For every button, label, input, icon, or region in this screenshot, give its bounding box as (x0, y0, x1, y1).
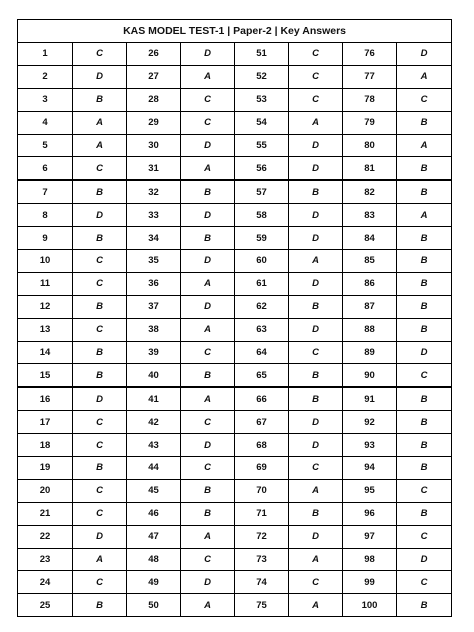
answer-cell: D (181, 295, 235, 318)
question-number-cell: 98 (343, 548, 397, 571)
question-number-cell: 22 (18, 525, 73, 548)
question-number-cell: 8 (18, 204, 73, 227)
table-row (18, 548, 452, 571)
question-number-cell: 26 (127, 43, 181, 66)
question-number-cell: 39 (127, 341, 181, 364)
answer-cell: B (73, 295, 127, 318)
question-number-cell: 100 (343, 594, 397, 617)
answer-cell: D (289, 434, 343, 457)
table-row (18, 502, 452, 525)
question-number-cell: 71 (235, 502, 289, 525)
answer-cell: A (289, 548, 343, 571)
answer-cell: A (397, 65, 452, 88)
question-number-cell: 90 (343, 364, 397, 387)
question-number-cell: 61 (235, 272, 289, 295)
answer-cell: D (289, 525, 343, 548)
answer-cell: D (289, 272, 343, 295)
answer-cell: B (73, 457, 127, 480)
answer-cell: C (289, 457, 343, 480)
table-row (18, 204, 452, 227)
answer-cell: B (181, 502, 235, 525)
question-number-cell: 20 (18, 479, 73, 502)
question-number-cell: 38 (127, 318, 181, 341)
answer-cell: D (289, 318, 343, 341)
answer-cell: A (181, 157, 235, 180)
question-number-cell: 52 (235, 65, 289, 88)
answer-cell: C (397, 479, 452, 502)
answer-cell: A (73, 134, 127, 157)
question-number-cell: 9 (18, 227, 73, 250)
question-number-cell: 57 (235, 180, 289, 203)
question-number-cell: 30 (127, 134, 181, 157)
table-title: KAS MODEL TEST-1 | Paper-2 | Key Answers (18, 20, 452, 43)
question-number-cell: 83 (343, 204, 397, 227)
question-number-cell: 77 (343, 65, 397, 88)
answer-cell: B (397, 387, 452, 410)
table-row (18, 227, 452, 250)
question-number-cell: 10 (18, 250, 73, 273)
question-number-cell: 84 (343, 227, 397, 250)
question-number-cell: 17 (18, 411, 73, 434)
question-number-cell: 73 (235, 548, 289, 571)
table-row (18, 411, 452, 434)
question-number-cell: 43 (127, 434, 181, 457)
table-row (18, 571, 452, 594)
question-number-cell: 12 (18, 295, 73, 318)
answer-cell: A (73, 111, 127, 134)
answer-cell: B (397, 295, 452, 318)
answer-cell: B (397, 180, 452, 203)
answer-cell: D (181, 134, 235, 157)
question-number-cell: 95 (343, 479, 397, 502)
question-number-cell: 6 (18, 157, 73, 180)
question-number-cell: 86 (343, 272, 397, 295)
question-number-cell: 99 (343, 571, 397, 594)
question-number-cell: 31 (127, 157, 181, 180)
answer-cell: D (181, 250, 235, 273)
question-number-cell: 41 (127, 387, 181, 410)
answer-cell: C (73, 479, 127, 502)
question-number-cell: 49 (127, 571, 181, 594)
question-number-cell: 67 (235, 411, 289, 434)
question-number-cell: 18 (18, 434, 73, 457)
answer-cell: B (289, 364, 343, 387)
question-number-cell: 7 (18, 180, 73, 203)
question-number-cell: 76 (343, 43, 397, 66)
answer-cell: B (73, 180, 127, 203)
table-row (18, 111, 452, 134)
question-number-cell: 78 (343, 88, 397, 111)
question-number-cell: 16 (18, 387, 73, 410)
question-number-cell: 60 (235, 250, 289, 273)
table-row (18, 594, 452, 617)
question-number-cell: 5 (18, 134, 73, 157)
answer-cell: D (289, 227, 343, 250)
question-number-cell: 23 (18, 548, 73, 571)
question-number-cell: 55 (235, 134, 289, 157)
question-number-cell: 45 (127, 479, 181, 502)
question-number-cell: 29 (127, 111, 181, 134)
question-number-cell: 42 (127, 411, 181, 434)
table-row (18, 88, 452, 111)
answer-cell: D (181, 204, 235, 227)
answer-cell: B (397, 457, 452, 480)
answer-cell: B (181, 227, 235, 250)
answer-cell: A (181, 525, 235, 548)
question-number-cell: 64 (235, 341, 289, 364)
question-number-cell: 32 (127, 180, 181, 203)
answer-cell: C (397, 364, 452, 387)
table-row (18, 457, 452, 480)
question-number-cell: 51 (235, 43, 289, 66)
answer-cell: B (289, 295, 343, 318)
answer-cell: C (73, 502, 127, 525)
answer-cell: B (397, 250, 452, 273)
answer-cell: C (181, 111, 235, 134)
question-number-cell: 14 (18, 341, 73, 364)
answer-cell: A (181, 387, 235, 410)
answer-cell: C (73, 571, 127, 594)
answer-cell: D (73, 525, 127, 548)
answer-cell: B (397, 111, 452, 134)
answer-cell: B (397, 272, 452, 295)
answer-cell: D (397, 548, 452, 571)
question-number-cell: 28 (127, 88, 181, 111)
question-number-cell: 82 (343, 180, 397, 203)
answer-cell: B (73, 88, 127, 111)
answer-cell: C (397, 571, 452, 594)
question-number-cell: 47 (127, 525, 181, 548)
answer-cell: B (73, 364, 127, 387)
answer-cell: C (73, 411, 127, 434)
answer-cell: C (73, 157, 127, 180)
question-number-cell: 79 (343, 111, 397, 134)
question-number-cell: 68 (235, 434, 289, 457)
question-number-cell: 97 (343, 525, 397, 548)
answer-cell: C (181, 88, 235, 111)
table-row (18, 295, 452, 318)
answer-cell: B (397, 157, 452, 180)
answer-cell: B (73, 341, 127, 364)
table-row (18, 341, 452, 364)
answer-cell: B (289, 502, 343, 525)
question-number-cell: 19 (18, 457, 73, 480)
answer-cell: D (397, 43, 452, 66)
question-number-cell: 24 (18, 571, 73, 594)
question-number-cell: 88 (343, 318, 397, 341)
table-row (18, 479, 452, 502)
answer-cell: B (397, 318, 452, 341)
question-number-cell: 94 (343, 457, 397, 480)
question-number-cell: 50 (127, 594, 181, 617)
question-number-cell: 34 (127, 227, 181, 250)
question-number-cell: 93 (343, 434, 397, 457)
question-number-cell: 27 (127, 65, 181, 88)
table-row (18, 364, 452, 387)
answer-cell: C (289, 65, 343, 88)
question-number-cell: 81 (343, 157, 397, 180)
answer-cell: B (397, 411, 452, 434)
answer-cell: C (73, 318, 127, 341)
question-number-cell: 91 (343, 387, 397, 410)
answer-cell: D (397, 341, 452, 364)
question-number-cell: 1 (18, 43, 73, 66)
answer-cell: D (289, 134, 343, 157)
answer-key-table (17, 19, 452, 617)
question-number-cell: 4 (18, 111, 73, 134)
answer-cell: D (181, 434, 235, 457)
question-number-cell: 54 (235, 111, 289, 134)
answer-cell: C (397, 88, 452, 111)
answer-cell: C (181, 411, 235, 434)
question-number-cell: 35 (127, 250, 181, 273)
answer-cell: D (289, 157, 343, 180)
question-number-cell: 58 (235, 204, 289, 227)
answer-key-sheet (17, 19, 451, 611)
question-number-cell: 53 (235, 88, 289, 111)
table-row (18, 434, 452, 457)
answer-cell: A (289, 111, 343, 134)
answer-cell: C (289, 88, 343, 111)
question-number-cell: 44 (127, 457, 181, 480)
answer-cell: B (289, 180, 343, 203)
answer-cell: B (181, 479, 235, 502)
question-number-cell: 62 (235, 295, 289, 318)
question-number-cell: 3 (18, 88, 73, 111)
answer-cell: A (73, 548, 127, 571)
question-number-cell: 37 (127, 295, 181, 318)
question-number-cell: 33 (127, 204, 181, 227)
answer-cell: C (181, 548, 235, 571)
answer-cell: D (73, 204, 127, 227)
answer-cell: C (73, 434, 127, 457)
answer-cell: C (181, 341, 235, 364)
question-number-cell: 92 (343, 411, 397, 434)
answer-cell: D (181, 571, 235, 594)
table-row (18, 525, 452, 548)
question-number-cell: 21 (18, 502, 73, 525)
answer-cell: B (289, 387, 343, 410)
question-number-cell: 36 (127, 272, 181, 295)
answer-cell: A (397, 134, 452, 157)
table-row (18, 43, 452, 66)
question-number-cell: 89 (343, 341, 397, 364)
question-number-cell: 63 (235, 318, 289, 341)
answer-cell: C (181, 457, 235, 480)
answer-cell: C (73, 43, 127, 66)
question-number-cell: 25 (18, 594, 73, 617)
question-number-cell: 59 (235, 227, 289, 250)
question-number-cell: 48 (127, 548, 181, 571)
table-row (18, 250, 452, 273)
answer-cell: D (73, 387, 127, 410)
question-number-cell: 75 (235, 594, 289, 617)
answer-cell: B (181, 180, 235, 203)
question-number-cell: 66 (235, 387, 289, 410)
answer-cell: B (397, 434, 452, 457)
question-number-cell: 40 (127, 364, 181, 387)
question-number-cell: 72 (235, 525, 289, 548)
answer-cell: A (181, 318, 235, 341)
table-row (18, 387, 452, 410)
answer-cell: A (289, 479, 343, 502)
question-number-cell: 15 (18, 364, 73, 387)
question-number-cell: 96 (343, 502, 397, 525)
answer-cell: A (289, 250, 343, 273)
answer-cell: D (181, 43, 235, 66)
answer-cell: B (73, 227, 127, 250)
answer-cell: A (289, 594, 343, 617)
answer-cell: D (73, 65, 127, 88)
answer-cell: C (73, 272, 127, 295)
answer-cell: B (397, 227, 452, 250)
answer-cell: C (289, 571, 343, 594)
answer-cell: D (289, 204, 343, 227)
answer-cell: B (397, 502, 452, 525)
answer-cell: B (73, 594, 127, 617)
question-number-cell: 87 (343, 295, 397, 318)
table-row (18, 180, 452, 203)
answer-cell: C (289, 43, 343, 66)
table-row (18, 318, 452, 341)
answer-cell: B (397, 594, 452, 617)
question-number-cell: 74 (235, 571, 289, 594)
answer-cell: C (397, 525, 452, 548)
answer-cell: B (181, 364, 235, 387)
answer-rows (18, 43, 452, 617)
answer-cell: D (289, 411, 343, 434)
table-row (18, 272, 452, 295)
table-row (18, 65, 452, 88)
question-number-cell: 13 (18, 318, 73, 341)
question-number-cell: 70 (235, 479, 289, 502)
answer-cell: C (73, 250, 127, 273)
answer-cell: A (181, 272, 235, 295)
question-number-cell: 2 (18, 65, 73, 88)
table-row (18, 134, 452, 157)
question-number-cell: 69 (235, 457, 289, 480)
answer-cell: C (289, 341, 343, 364)
question-number-cell: 56 (235, 157, 289, 180)
question-number-cell: 80 (343, 134, 397, 157)
table-row (18, 157, 452, 180)
answer-cell: A (181, 594, 235, 617)
question-number-cell: 11 (18, 272, 73, 295)
question-number-cell: 85 (343, 250, 397, 273)
question-number-cell: 65 (235, 364, 289, 387)
question-number-cell: 46 (127, 502, 181, 525)
answer-cell: A (397, 204, 452, 227)
answer-cell: A (181, 65, 235, 88)
